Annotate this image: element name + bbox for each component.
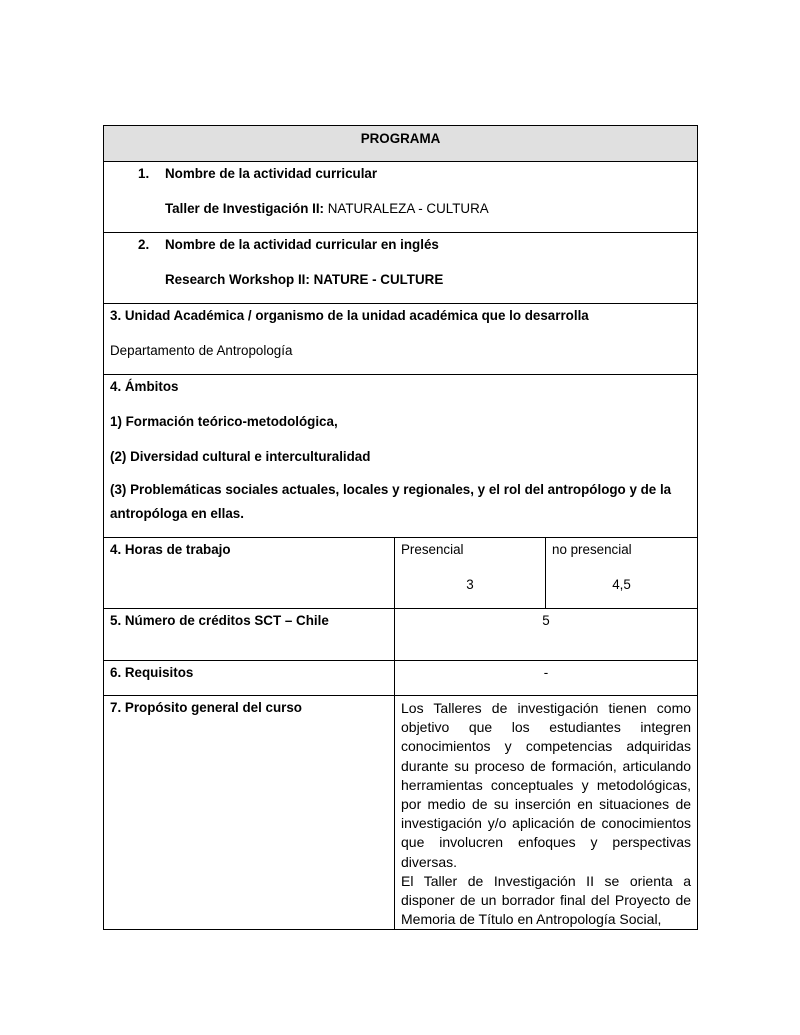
section-label: 7. Propósito general del curso xyxy=(110,700,302,715)
section-label: 6. Requisitos xyxy=(110,665,194,680)
section-label: Nombre de la actividad curricular en inglés xyxy=(165,237,439,252)
section-requirements xyxy=(104,661,698,696)
section-number: 1. xyxy=(138,166,150,181)
academic-unit-value: Departamento de Antropología xyxy=(110,343,293,358)
program-table xyxy=(103,125,698,930)
activity-name-english-value: Research Workshop II: NATURE - CULTURE xyxy=(165,272,444,287)
section-activity-name xyxy=(104,162,698,233)
section-course-purpose xyxy=(104,696,698,930)
section-number: 2. xyxy=(138,237,150,252)
activity-name-prefix: Taller de Investigación II: xyxy=(165,201,324,216)
credits-value: 5 xyxy=(542,613,550,628)
purpose-paragraph: El Taller de Investigación II se orienta a disponer de un borrador final del Proyecto de Memoria de Título en Antropología Social, xyxy=(401,872,692,928)
section-label: 3. Unidad Académica / organismo de la unidad académica que lo desarrolla xyxy=(110,308,589,323)
section-label: 4. Horas de trabajo xyxy=(110,542,231,557)
activity-name-value xyxy=(165,200,691,217)
section-label: Nombre de la actividad curricular xyxy=(165,166,378,181)
presencial-label: Presencial xyxy=(401,542,464,557)
table-header: PROGRAMA xyxy=(104,126,698,162)
no-presencial-label: no presencial xyxy=(552,542,632,557)
purpose-paragraph: Los Talleres de investigación tienen como objetivo que los estudiantes integren conocimientos y competencias adquiridas durante su proceso de formación, articulando herramientas conceptuales y metodológicas, por medio de su inserción en situaciones de investigación y/o aplicación de conocimientos que involucren enfoques y perspectivas diversas. xyxy=(401,700,692,870)
section-activity-name-english xyxy=(104,233,698,304)
section-ambitos xyxy=(104,375,698,538)
presencial-value: 3 xyxy=(466,577,474,592)
requirements-value: - xyxy=(543,665,549,680)
section-academic-unit xyxy=(104,304,698,375)
section-label: 5. Número de créditos SCT – Chile xyxy=(110,613,329,628)
activity-name-suffix: NATURALEZA - CULTURA xyxy=(324,201,489,216)
no-presencial-value: 4,5 xyxy=(612,577,631,592)
section-label: 4. Ámbitos xyxy=(110,379,179,394)
ambito-item: (3) Problemáticas sociales actuales, locales y regionales, y el rol del antropólogo y de la antropóloga en ellas. xyxy=(110,482,672,521)
ambito-item: 1) Formación teórico-metodológica, xyxy=(110,414,338,429)
ambito-item: (2) Diversidad cultural e interculturalidad xyxy=(110,449,371,464)
section-credits xyxy=(104,609,698,661)
section-work-hours xyxy=(104,538,698,609)
